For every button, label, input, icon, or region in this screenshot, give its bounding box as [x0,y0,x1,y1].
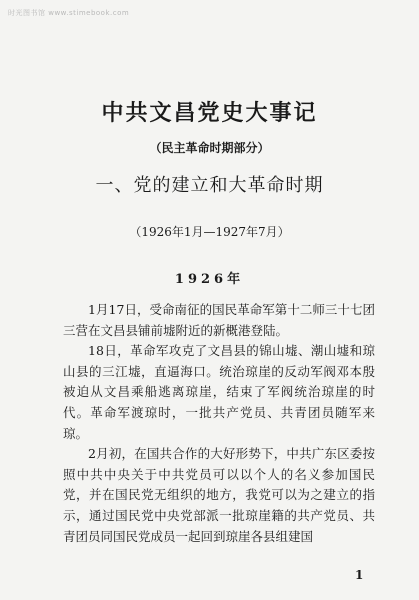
paragraph: 1月17日，受命南征的国民革命军第十二师三十七团三营在文昌县铺前墟附近的新概港登陆。 [63,302,375,338]
page-number: 1 [355,568,364,582]
section-heading: 一、党的建立和大革命时期 [95,175,324,196]
body-text [63,300,375,547]
watermark: 时光图书馆 www.stimebook.com [8,9,130,17]
date-range: （1926年1月—1927年7月） [129,225,290,239]
paragraph: 18日，革命军攻克了文昌县的锦山墟、潮山墟和琼山县的三江墟，直逼海口。统治琼崖的反动军阀邓本殷被迫从文昌乘船逃离琼崖，结束了军阀统治琼崖的时代。革命军渡琼时，一批共产党员、共青团员随军来琼。 [63,343,375,441]
document-title: 中共文昌党史大事记 [101,100,318,126]
paragraph: 2月初，在国共合作的大好形势下，中共广东区委按照中共中央关于中共党员可以以个人的名义参加国民党，并在国民党无组织的地方，我党可以为之建立的指示，通过国民党中央党部派一批琼崖籍的共产党员、共青团员同国民党成员一起回到琼崖各县组建国 [63,446,375,544]
document-subtitle: （民主革命时期部分） [149,141,270,155]
year-heading: 1926年 [174,272,245,287]
